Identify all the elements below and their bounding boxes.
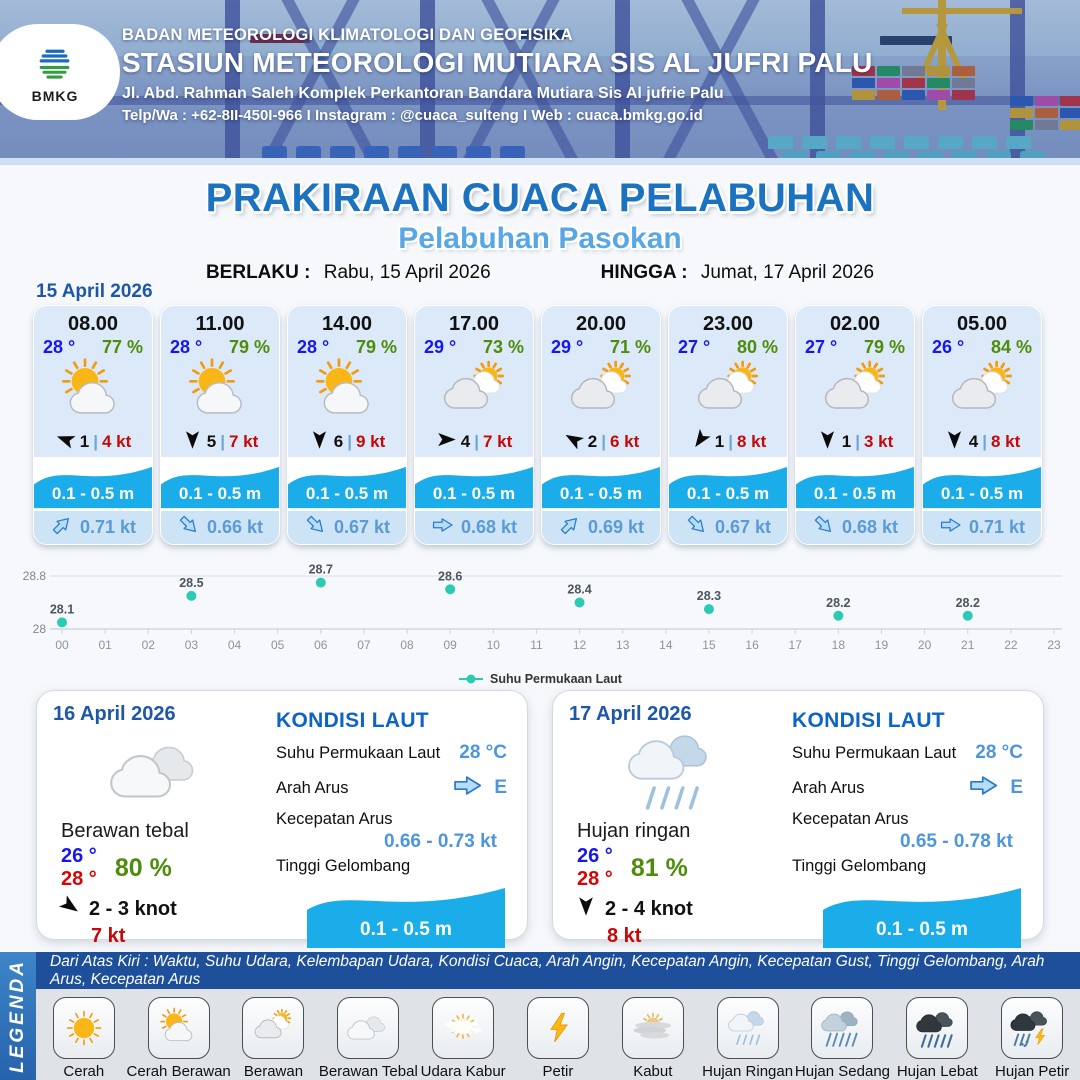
bmkg-logo <box>0 24 120 120</box>
legend-weather-icon <box>1001 997 1063 1059</box>
legend-weather-icon <box>717 997 779 1059</box>
wind-gust: 3 kt <box>863 432 894 452</box>
card-humidity: 77 % <box>101 337 143 357</box>
wave-height-band <box>34 457 152 509</box>
wave-height: 0.1 - 0.5 m <box>432 484 516 504</box>
svg-text:28.6: 28.6 <box>438 569 463 584</box>
forecast-card <box>668 305 788 545</box>
svg-text:03: 03 <box>184 638 199 652</box>
wind-row <box>923 427 1041 458</box>
wind-row <box>415 427 533 458</box>
legend-item <box>985 997 1079 1080</box>
svg-text:28: 28 <box>32 622 46 636</box>
wind-row <box>669 427 787 458</box>
svg-text:23: 23 <box>1047 638 1061 652</box>
wind-direction-icon <box>436 429 457 455</box>
wind-direction-icon <box>944 429 965 455</box>
berlaku-label: BERLAKU : <box>205 262 311 283</box>
station-contacts: Telp/Wa : +62-8II-450I-966 I Instagram : @cuaca_sulteng I Web : cuaca.bmkg.go.id <box>122 107 703 124</box>
card-temperature: 28 ° <box>297 337 330 357</box>
svg-text:16: 16 <box>745 638 759 652</box>
legend-item-label: Hujan Petir <box>995 1063 1070 1080</box>
sea-conditions-title: KONDISI LAUT <box>792 709 945 732</box>
current-speed-label: Kecepatan Arus <box>276 810 393 828</box>
weather-icon <box>161 358 279 427</box>
svg-text:28.1: 28.1 <box>49 602 75 617</box>
header-floor <box>0 158 1080 165</box>
current-speed: 0.69 kt <box>587 517 645 538</box>
forecast-card <box>414 305 534 545</box>
card-humidity: 79 % <box>228 337 270 357</box>
sea-conditions <box>782 703 1027 948</box>
card-temperature: 29 ° <box>551 337 584 357</box>
day-weather-summary <box>53 703 258 948</box>
legend-section <box>0 952 1080 1080</box>
sst-label: Suhu Permukaan Laut <box>276 743 441 762</box>
forecast-card <box>160 305 280 545</box>
svg-text:22: 22 <box>1004 638 1018 652</box>
day-wind-range: 2 - 3 knot <box>89 897 177 920</box>
legend-item-label: Kabut <box>633 1063 673 1080</box>
svg-text:28.4: 28.4 <box>567 582 592 597</box>
day-temp-max: 28 ° <box>61 868 97 890</box>
current-speed-value: 0.66 - 0.73 kt <box>383 831 497 852</box>
wave-height-box <box>823 878 1021 948</box>
day-humidity: 80 % <box>114 853 172 882</box>
wind-direction-icon <box>817 429 838 455</box>
wind-separator: | <box>220 432 225 452</box>
sst-value: 28 °C <box>975 742 1023 763</box>
wind-direction-icon <box>309 429 330 455</box>
wind-row <box>542 427 660 458</box>
wind-gust: 8 kt <box>736 432 767 452</box>
hingga-value: Jumat, 17 April 2026 <box>700 262 875 283</box>
wave-height-value: 0.1 - 0.5 m <box>876 919 968 940</box>
legend-marker-icon <box>458 674 484 684</box>
wind-separator: | <box>982 432 987 452</box>
day-weather-icon <box>569 726 774 818</box>
day-date: 17 April 2026 <box>569 703 692 725</box>
legend-item <box>37 997 131 1080</box>
weather-icon <box>542 358 660 427</box>
legend-item <box>416 997 510 1080</box>
day-wind-range: 2 - 4 knot <box>605 897 693 920</box>
legend-item-label: Cerah <box>63 1063 105 1080</box>
card-temperature: 28 ° <box>43 337 76 357</box>
wind-separator: | <box>855 432 860 452</box>
wind-separator: | <box>474 432 479 452</box>
current-row <box>542 509 660 544</box>
current-direction-icon <box>431 516 455 539</box>
weather-icon <box>669 358 787 427</box>
wind-separator: | <box>601 432 606 452</box>
day-temp-min: 26 ° <box>61 845 97 867</box>
wave-height-value: 0.1 - 0.5 m <box>360 919 452 940</box>
forecast-card <box>795 305 915 545</box>
current-direction-label: Arah Arus <box>792 778 865 797</box>
sst-point <box>179 576 203 601</box>
svg-text:10: 10 <box>486 638 500 652</box>
wind-speed: 1 <box>841 432 852 452</box>
legend-weather-icon <box>811 997 873 1059</box>
day-condition: Hujan ringan <box>577 820 691 842</box>
bmkg-logo-text: BMKG <box>31 87 79 104</box>
legend-items-row <box>36 989 1080 1080</box>
wind-speed: 4 <box>968 432 979 452</box>
legend-item <box>606 997 700 1080</box>
current-direction-icon <box>812 516 836 539</box>
current-direction-label: Arah Arus <box>276 778 349 797</box>
legend-item <box>226 997 320 1080</box>
svg-text:05: 05 <box>270 638 285 652</box>
sst-point <box>567 583 591 608</box>
station-address: Jl. Abd. Rahman Saleh Komplek Perkantoran Bandara Mutiara Sis Al jufrie Palu <box>122 85 724 102</box>
card-temperature: 26 ° <box>932 337 965 357</box>
wind-speed: 2 <box>587 432 598 452</box>
svg-text:12: 12 <box>572 638 587 652</box>
wave-height-band <box>415 457 533 509</box>
wave-height: 0.1 - 0.5 m <box>51 484 135 504</box>
sst-point <box>309 563 333 588</box>
legend-item-label: Berawan Tebal <box>318 1063 418 1080</box>
day-wind-direction-icon <box>59 895 81 923</box>
card-humidity: 80 % <box>736 337 778 357</box>
current-speed: 0.68 kt <box>460 517 518 538</box>
card-time: 20.00 <box>575 313 627 335</box>
day-wind-direction-icon <box>575 895 597 923</box>
card-temperature: 28 ° <box>170 337 203 357</box>
legend-weather-icon <box>527 997 589 1059</box>
current-speed-label: Kecepatan Arus <box>792 810 909 828</box>
day-wind-gust: 8 kt <box>607 925 642 947</box>
sst-chart-legend <box>0 672 1080 686</box>
card-temperature: 27 ° <box>678 337 711 357</box>
card-time: 17.00 <box>448 313 500 335</box>
card-temperature: 27 ° <box>805 337 838 357</box>
legend-weather-icon <box>242 997 304 1059</box>
day-date: 16 April 2026 <box>53 703 176 725</box>
current-row <box>415 509 533 544</box>
svg-text:18: 18 <box>831 638 846 652</box>
validity-row <box>0 262 1080 284</box>
legend-item <box>795 997 889 1080</box>
svg-text:28.7: 28.7 <box>308 562 333 577</box>
svg-text:07: 07 <box>357 638 371 652</box>
wind-separator: | <box>347 432 352 452</box>
legend-weather-icon <box>53 997 115 1059</box>
legend-weather-icon <box>906 997 968 1059</box>
wave-height: 0.1 - 0.5 m <box>940 484 1024 504</box>
current-direction-icon <box>558 516 582 539</box>
sst-point <box>956 596 980 621</box>
berlaku <box>206 262 491 284</box>
current-direction-icon <box>452 773 484 803</box>
legend-item <box>511 997 605 1080</box>
wave-height-label: Tinggi Gelombang <box>792 857 927 875</box>
forecast-card <box>287 305 407 545</box>
wave-height-band <box>161 457 279 509</box>
current-row <box>161 509 279 544</box>
current-speed: 0.67 kt <box>333 517 391 538</box>
current-speed: 0.71 kt <box>79 517 137 538</box>
current-direction-value: E <box>1010 777 1023 798</box>
forecast-card <box>33 305 153 545</box>
legend-item <box>318 997 418 1080</box>
wind-direction-icon <box>182 429 203 455</box>
agency-name: BADAN METEOROLOGI KLIMATOLOGI DAN GEOFISIKA <box>122 26 573 44</box>
wind-speed: 1 <box>714 432 725 452</box>
svg-text:28.3: 28.3 <box>696 589 722 604</box>
current-speed: 0.71 kt <box>968 517 1026 538</box>
day-condition: Berawan tebal <box>61 820 189 842</box>
legend-item-label: Hujan Ringan <box>702 1063 794 1080</box>
wave-height-label: Tinggi Gelombang <box>276 857 411 875</box>
sea-conditions <box>266 703 511 948</box>
header-banner <box>0 0 1080 165</box>
header-text <box>122 26 1070 124</box>
card-temperature: 29 ° <box>424 337 457 357</box>
legend-item-label: Petir <box>542 1063 574 1080</box>
weather-icon <box>288 358 406 427</box>
card-time: 23.00 <box>702 313 754 335</box>
day-summary-panel <box>552 690 1044 947</box>
svg-text:09: 09 <box>443 638 457 652</box>
sst-point <box>826 596 850 621</box>
card-humidity: 71 % <box>609 337 651 357</box>
current-row <box>923 509 1041 544</box>
current-direction-icon <box>685 516 709 539</box>
card-time: 08.00 <box>67 313 119 335</box>
wind-separator: | <box>728 432 733 452</box>
wind-direction-icon <box>563 429 584 455</box>
wind-gust: 6 kt <box>609 432 640 452</box>
wind-gust: 7 kt <box>482 432 513 452</box>
sst-point <box>50 602 74 627</box>
hingga <box>601 262 874 284</box>
current-direction-icon <box>50 516 74 539</box>
wave-height: 0.1 - 0.5 m <box>178 484 262 504</box>
sst-value: 28 °C <box>459 742 507 763</box>
legend-weather-icon <box>432 997 494 1059</box>
svg-text:06: 06 <box>314 638 328 652</box>
legend-item-label: Cerah Berawan <box>126 1063 231 1080</box>
forecast-card <box>922 305 1042 545</box>
card-humidity: 84 % <box>990 337 1032 357</box>
current-speed: 0.67 kt <box>714 517 772 538</box>
wind-separator: | <box>93 432 98 452</box>
current-row <box>288 509 406 544</box>
day-wind-gust: 7 kt <box>91 925 126 947</box>
wave-height-band <box>796 457 914 509</box>
forecast-card <box>541 305 661 545</box>
wind-speed: 5 <box>206 432 217 452</box>
berlaku-value: Rabu, 15 April 2026 <box>323 262 491 283</box>
legend-item <box>890 997 984 1080</box>
sst-point <box>438 569 462 594</box>
wind-row <box>34 427 152 458</box>
wind-speed: 6 <box>333 432 344 452</box>
sst-point <box>697 589 721 614</box>
day-humidity: 81 % <box>630 853 688 882</box>
day-weather-summary <box>569 703 774 948</box>
wave-height: 0.1 - 0.5 m <box>305 484 389 504</box>
wave-height-box <box>307 878 505 948</box>
wave-height: 0.1 - 0.5 m <box>813 484 897 504</box>
wind-gust: 8 kt <box>990 432 1021 452</box>
station-name: STASIUN METEOROLOGI MUTIARA SIS AL JUFRI PALU <box>122 47 873 78</box>
wave-height-band <box>669 457 787 509</box>
svg-text:19: 19 <box>874 638 889 652</box>
weather-icon <box>415 358 533 427</box>
wind-gust: 9 kt <box>355 432 386 452</box>
legend-item-label: Berawan <box>243 1063 304 1080</box>
sea-conditions-title: KONDISI LAUT <box>276 709 429 732</box>
card-humidity: 73 % <box>482 337 524 357</box>
svg-text:20: 20 <box>917 638 932 652</box>
legend-item <box>126 997 231 1080</box>
svg-text:00: 00 <box>55 638 69 652</box>
legend-weather-icon <box>148 997 210 1059</box>
current-direction-value: E <box>494 777 507 798</box>
day-weather-icon <box>53 726 258 818</box>
wave-height-band <box>923 457 1041 509</box>
weather-icon <box>796 358 914 427</box>
day-summary-panel <box>36 690 528 947</box>
svg-text:15: 15 <box>702 638 716 652</box>
current-speed: 0.68 kt <box>841 517 899 538</box>
legend-item-label: Hujan Lebat <box>896 1063 978 1080</box>
svg-text:28.8: 28.8 <box>22 569 46 583</box>
svg-text:11: 11 <box>530 638 543 652</box>
current-direction-icon <box>968 773 1000 803</box>
svg-text:28.2: 28.2 <box>826 595 851 610</box>
current-row <box>796 509 914 544</box>
wind-direction-icon <box>690 429 711 455</box>
current-speed-value: 0.65 - 0.78 kt <box>899 831 1013 852</box>
wind-speed: 1 <box>79 432 90 452</box>
svg-text:01: 01 <box>98 638 112 652</box>
current-row <box>669 509 787 544</box>
card-humidity: 79 % <box>863 337 905 357</box>
bmkg-logo-icon <box>32 41 78 87</box>
svg-text:04: 04 <box>227 638 242 652</box>
wind-gust: 7 kt <box>228 432 259 452</box>
page-title: PRAKIRAAN CUACA PELABUHAN <box>205 176 875 220</box>
legend-item <box>701 997 795 1080</box>
svg-text:02: 02 <box>141 638 155 652</box>
wave-height: 0.1 - 0.5 m <box>686 484 770 504</box>
current-direction-icon <box>177 516 201 539</box>
svg-text:21: 21 <box>961 638 975 652</box>
wind-row <box>161 427 279 458</box>
legend-note: Dari Atas Kiri : Waktu, Suhu Udara, Kelembapan Udara, Kondisi Cuaca, Arah Angin, Kecepatan Angin, Kecepatan Gust, Tinggi Gelombang, Arah Arus, Kecepatan Arus <box>36 952 1080 989</box>
svg-text:08: 08 <box>400 638 414 652</box>
svg-text:17: 17 <box>788 638 802 652</box>
wind-gust: 4 kt <box>101 432 132 452</box>
legend-weather-icon <box>337 997 399 1059</box>
wind-direction-icon <box>55 429 76 455</box>
legend-title: LEGENDA <box>7 959 28 1073</box>
wave-height: 0.1 - 0.5 m <box>559 484 643 504</box>
legend-series-name: Suhu Permukaan Laut <box>490 672 622 686</box>
svg-text:14: 14 <box>659 638 673 652</box>
legend-weather-icon <box>622 997 684 1059</box>
sst-chart <box>14 556 1066 674</box>
weather-icon <box>923 358 1041 427</box>
wind-row <box>288 427 406 458</box>
card-time: 14.00 <box>321 313 373 335</box>
weather-icon <box>34 358 152 427</box>
wind-speed: 4 <box>460 432 471 452</box>
sst-label: Suhu Permukaan Laut <box>792 743 957 762</box>
hingga-label: HINGGA : <box>600 262 688 283</box>
card-time: 02.00 <box>829 313 881 335</box>
port-name: Pelabuhan Pasokan <box>398 222 682 255</box>
forecast-cards-row <box>33 305 1047 545</box>
svg-text:28.5: 28.5 <box>179 575 204 590</box>
current-direction-icon <box>304 516 328 539</box>
day-temp-min: 26 ° <box>577 845 613 867</box>
current-row <box>34 509 152 544</box>
current-direction-icon <box>939 516 963 539</box>
card-time: 11.00 <box>195 313 245 335</box>
current-speed: 0.66 kt <box>206 517 264 538</box>
wave-height-band <box>542 457 660 509</box>
forecast-date-label: 15 April 2026 <box>36 281 153 302</box>
card-time: 05.00 <box>956 313 1008 335</box>
card-humidity: 79 % <box>355 337 397 357</box>
day-temp-max: 28 ° <box>577 868 613 890</box>
legend-item-label: Udara Kabur <box>420 1063 506 1080</box>
legend-title-bar <box>0 952 36 1080</box>
wave-height-band <box>288 457 406 509</box>
wind-row <box>796 427 914 458</box>
svg-text:13: 13 <box>616 638 630 652</box>
svg-text:28.2: 28.2 <box>955 595 980 610</box>
legend-item-label: Hujan Sedang <box>794 1063 890 1080</box>
